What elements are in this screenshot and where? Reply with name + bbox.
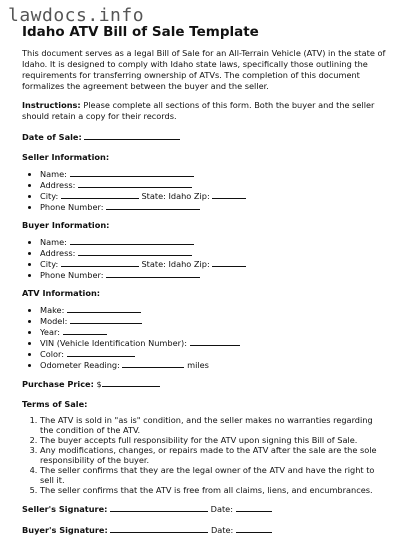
seller-city-field[interactable] [61,190,139,199]
bill-of-sale-document [22,24,388,545]
atv-vin-item [40,337,388,348]
buyer-zip-field[interactable] [212,258,246,267]
terms-item: 5. The seller confirms that the ATV is free from all claims, liens, and encumbrances. [40,485,388,495]
seller-section-heading: Seller Information: [22,152,110,162]
seller-phone-item [40,201,388,212]
buyer-phone-label: Phone Number: [40,270,104,280]
terms-item: 3. Any modifications, changes, or repairs made to the ATV after the sale are the sole responsibility of the buyer. [40,445,388,465]
instructions-text: Please complete all sections of this form. Both the buyer and the seller should retain a copy for their records. [22,100,375,121]
instructions-label: Instructions: [22,100,81,110]
seller-info-list [22,168,388,212]
document-title: Idaho ATV Bill of Sale Template [22,24,259,40]
seller-state-zip-label: State: Idaho Zip: [141,191,210,201]
seller-address-item [40,179,388,190]
atv-color-field[interactable] [67,348,135,357]
intro-paragraph: This document serves as a legal Bill of Sale for an All-Terrain Vehicle (ATV) in the state of Idaho. It is designed to comply with Idaho state laws, specifically those outlining the requirements for transferring ownership of ATVs. The completion of this document formalizes the agreement between the buyer and the seller. [22,48,386,91]
instructions-paragraph [22,100,388,122]
buyer-info-list [22,236,388,280]
purchase-price-label: Purchase Price: [22,379,94,389]
atv-year-label: Year: [40,327,60,337]
atv-odometer-unit: miles [187,360,209,370]
date-of-sale-row [22,131,388,143]
terms-list [22,415,388,495]
purchase-price-currency: $ [96,379,102,389]
atv-odometer-label: Odometer Reading: [40,360,120,370]
terms-item: 1. The ATV is sold in "as is" condition, and the seller makes no warranties regarding the condition of the ATV. [40,415,388,435]
seller-phone-field[interactable] [106,201,200,210]
buyer-address-item [40,247,388,258]
purchase-price-field[interactable] [102,378,160,387]
seller-signature-row [22,503,388,515]
atv-model-label: Model: [40,316,68,326]
purchase-price-row [22,378,388,390]
atv-year-field[interactable] [63,326,107,335]
atv-year-item [40,326,388,337]
atv-vin-label: VIN (Vehicle Identification Number): [40,338,187,348]
buyer-name-label: Name: [40,237,67,247]
seller-phone-label: Phone Number: [40,202,104,212]
seller-name-item [40,168,388,179]
buyer-phone-field[interactable] [106,269,200,278]
atv-info-list [22,304,388,370]
seller-signature-field[interactable] [110,503,208,512]
seller-city-label: City: [40,191,59,201]
atv-make-field[interactable] [67,304,141,313]
buyer-signature-label: Buyer's Signature: [22,525,108,535]
seller-city-item [40,190,388,201]
seller-signature-label: Seller's Signature: [22,504,108,514]
atv-color-item [40,348,388,359]
seller-address-label: Address: [40,180,76,190]
seller-name-label: Name: [40,169,67,179]
terms-section-heading: Terms of Sale: [22,399,88,409]
atv-section-heading: ATV Information: [22,288,101,298]
buyer-city-label: City: [40,259,59,269]
terms-item: 4. The seller confirms that they are the legal owner of the ATV and have the right to sell it. [40,465,388,485]
atv-make-label: Make: [40,305,65,315]
date-of-sale-label: Date of Sale: [22,132,82,142]
terms-item: 2. The buyer accepts full responsibility for the ATV upon signing this Bill of Sale. [40,435,388,445]
buyer-city-item [40,258,388,269]
buyer-name-item [40,236,388,247]
site-watermark: lawdocs.info [8,5,145,26]
atv-model-item [40,315,388,326]
atv-make-item [40,304,388,315]
buyer-address-field[interactable] [78,247,192,256]
seller-name-field[interactable] [70,168,194,177]
buyer-signature-row [22,524,388,536]
buyer-state-zip-label: State: Idaho Zip: [141,259,210,269]
buyer-section-heading: Buyer Information: [22,220,110,230]
date-of-sale-field[interactable] [84,131,180,140]
atv-model-field[interactable] [70,315,142,324]
buyer-city-field[interactable] [61,258,139,267]
seller-address-field[interactable] [78,179,192,188]
seller-zip-field[interactable] [212,190,246,199]
buyer-address-label: Address: [40,248,76,258]
buyer-signature-field[interactable] [110,524,208,533]
buyer-phone-item [40,269,388,280]
seller-date-field[interactable] [236,503,272,512]
atv-odometer-field[interactable] [122,359,184,368]
atv-odometer-item [40,359,388,370]
seller-date-label: Date: [210,504,233,514]
atv-vin-field[interactable] [190,337,240,346]
buyer-name-field[interactable] [70,236,194,245]
buyer-date-field[interactable] [236,524,272,533]
buyer-date-label: Date: [210,525,234,535]
atv-color-label: Color: [40,349,64,359]
